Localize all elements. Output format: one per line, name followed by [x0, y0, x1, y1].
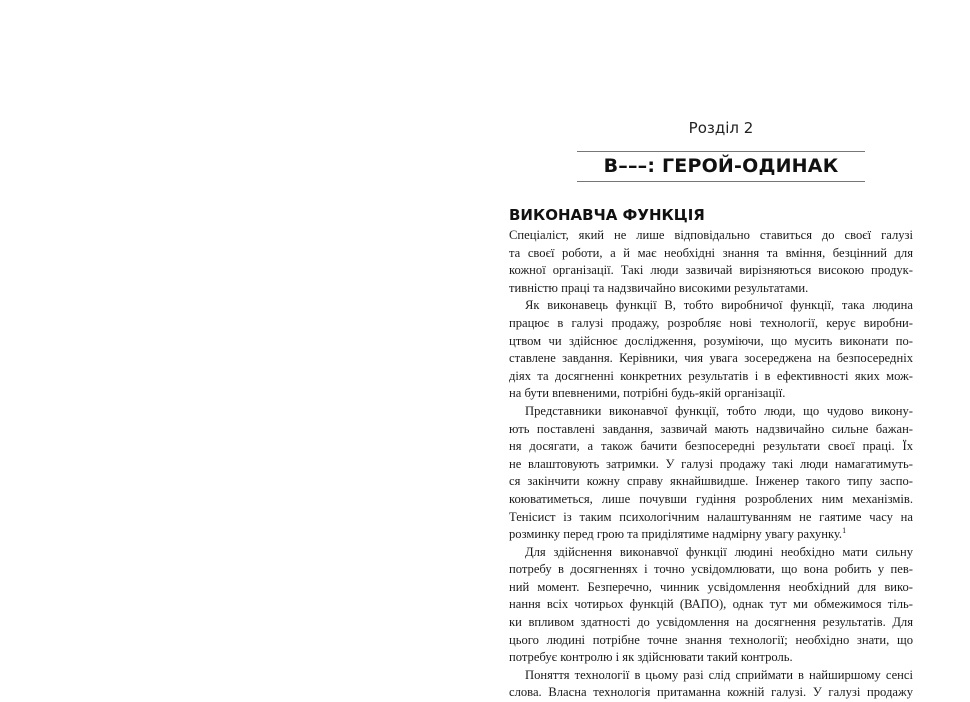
title-rule-top [577, 151, 865, 152]
text-line: кожної організації. Такі люди зазвичай вирізняються високою продук- [509, 263, 913, 278]
text-line: розминку перед грою та приділятиме надмірну увагу рахунку. [509, 527, 843, 542]
text-line-with-footnote [509, 526, 913, 544]
text-line: Для здійснення виконавчої функції людині необхідно мати сильну [525, 544, 913, 559]
text-line: та своєї роботи, а й має необхідні знання та вміння, безцінний для [509, 245, 913, 260]
chapter-label: Розділ 2 [688, 119, 754, 137]
text-line: цтвом чи здійснює дослідження, розуміючи, що мусить виконати по- [509, 333, 913, 348]
text-line: діях та досягненні конкретних результатів і в ефективності яких мож- [509, 368, 913, 383]
text-line: на бути впевненими, потрібні будь-якій організації. [509, 386, 786, 401]
text-line: Представники виконавчої функції, тобто люди, що чудово викону- [525, 403, 913, 418]
body-text [509, 227, 913, 702]
section-heading: ВИКОНАВЧА ФУНКЦІЯ [509, 206, 705, 224]
text-line: нання всіх чотирьох функцій (ВАПО), однак тут ми обмежимося тіль- [509, 597, 913, 612]
text-line: тивністю праці та надзвичайно високими результатами. [509, 280, 809, 295]
text-line: ня досягати, а також бачити безпосередні результати своєї праці. Їх [509, 439, 913, 454]
footnote-mark: 1 [842, 526, 847, 535]
text-line: потребу в досягненнях і точно усвідомлювати, що вона робить у пев- [509, 562, 913, 577]
text-line: ставлене завдання. Керівники, чия увага зосереджена на безпосередніх [509, 351, 913, 366]
text-line: працює в галузі продажу, розробляє нові технології, керує виробни- [509, 315, 913, 330]
title-rule-bottom [577, 181, 865, 182]
text-line: ся закінчити кожну справу якнайшвидше. Інженер такого типу заспо- [509, 474, 913, 489]
text-line: цього людині потрібне точне знання технології; необхідно знати, що [509, 632, 913, 647]
text-line: коюватиметься, лише почувши гудіння розроблених ним механізмів. [509, 491, 913, 506]
text-line: потребує контролю і як здійснювати такий контроль. [509, 650, 793, 665]
text-line: ють поставлені завдання, зазвичай мають надзвичайно сильне бажан- [509, 421, 913, 436]
text-line: Поняття технології в цьому разі слід сприймати в найширшому сенсі [525, 667, 913, 682]
text-line: Спеціаліст, який не лише відповідально ставиться до своєї галузі [509, 228, 913, 242]
text-line: ки впливом здатності до усвідомлення на досягнення результатів. Для [509, 615, 913, 630]
text-line: Тенісист із таким психологічним налаштуванням не гаятиме часу на [509, 509, 913, 524]
text-line: ний момент. Безперечно, чинник усвідомлення необхідний для вико- [509, 579, 913, 594]
text-line: слова. Власна технологія притаманна кожній галузі. У галузі продажу [509, 685, 913, 700]
text-line: не влаштовують затримки. У галузі продажу такі люди намагатимуть- [509, 456, 913, 471]
text-line: Як виконавець функції В, тобто виробничої функції, така людина [525, 298, 913, 313]
chapter-title: В–––: ГЕРОЙ-ОДИНАК [603, 155, 839, 177]
